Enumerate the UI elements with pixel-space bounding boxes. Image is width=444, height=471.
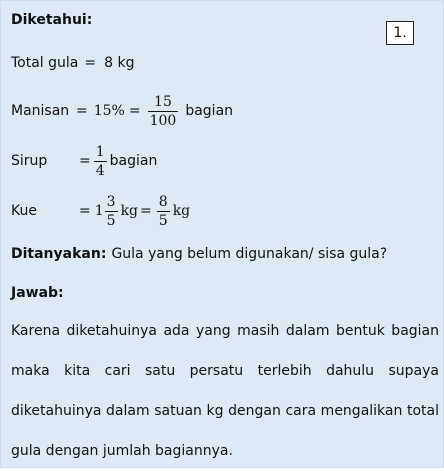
sirup-row xyxy=(11,141,157,181)
sirup-numerator: 1 xyxy=(95,143,105,160)
kue-fraction-improper xyxy=(157,195,170,228)
answer-heading: Jawab: xyxy=(11,285,64,301)
kue-denominator-1: 5 xyxy=(106,212,116,229)
kue-row xyxy=(11,191,190,231)
sirup-unit: bagian xyxy=(109,153,158,169)
kue-whole: 1 xyxy=(94,203,104,219)
kue-unit-2: kg xyxy=(172,203,191,219)
kue-unit-1: kg xyxy=(120,203,139,219)
known-heading: Diketahui: xyxy=(11,12,93,28)
kue-denominator-2: 5 xyxy=(158,212,168,229)
manisan-percent: 15% xyxy=(93,103,125,119)
sirup-denominator: 4 xyxy=(95,162,105,179)
sirup-label: Sirup xyxy=(11,153,48,169)
kue-equals-1: = xyxy=(79,203,91,219)
kue-fraction-mixed xyxy=(105,195,118,228)
sirup-fraction xyxy=(94,145,107,178)
kue-equals-2: = xyxy=(140,203,152,219)
explanation-paragraph: Karena diketahuinya ada yang masih dalam bentuk bagian maka kita cari satu persatu terlebih dahulu supaya diketahuinya dalam satuan kg dengan cara mengalikan total gula dengan jumlah bagiannya. xyxy=(11,323,439,459)
total-label: Total gula xyxy=(11,55,79,71)
kue-label: Kue xyxy=(11,203,37,219)
manisan-equals-2: = xyxy=(128,103,141,119)
kue-numerator-1: 3 xyxy=(106,193,116,210)
kue-numerator-2: 8 xyxy=(158,193,168,210)
problem-number-box: 1. xyxy=(386,21,414,45)
asked-label: Ditanyakan: xyxy=(11,246,107,262)
asked-row xyxy=(11,244,387,264)
manisan-unit: bagian xyxy=(185,103,234,119)
manisan-fraction xyxy=(148,95,179,128)
manisan-equals-1: = xyxy=(76,103,88,119)
manisan-label: Manisan xyxy=(11,103,70,119)
total-value: 8 kg xyxy=(104,55,135,71)
sirup-equals: = xyxy=(79,153,91,169)
manisan-denominator: 100 xyxy=(149,112,177,129)
asked-text: Gula yang belum digunakan/ sisa gula? xyxy=(111,246,388,262)
manisan-row xyxy=(11,91,233,131)
total-row xyxy=(11,53,134,73)
total-equals: = xyxy=(84,55,97,71)
manisan-numerator: 15 xyxy=(154,93,172,110)
